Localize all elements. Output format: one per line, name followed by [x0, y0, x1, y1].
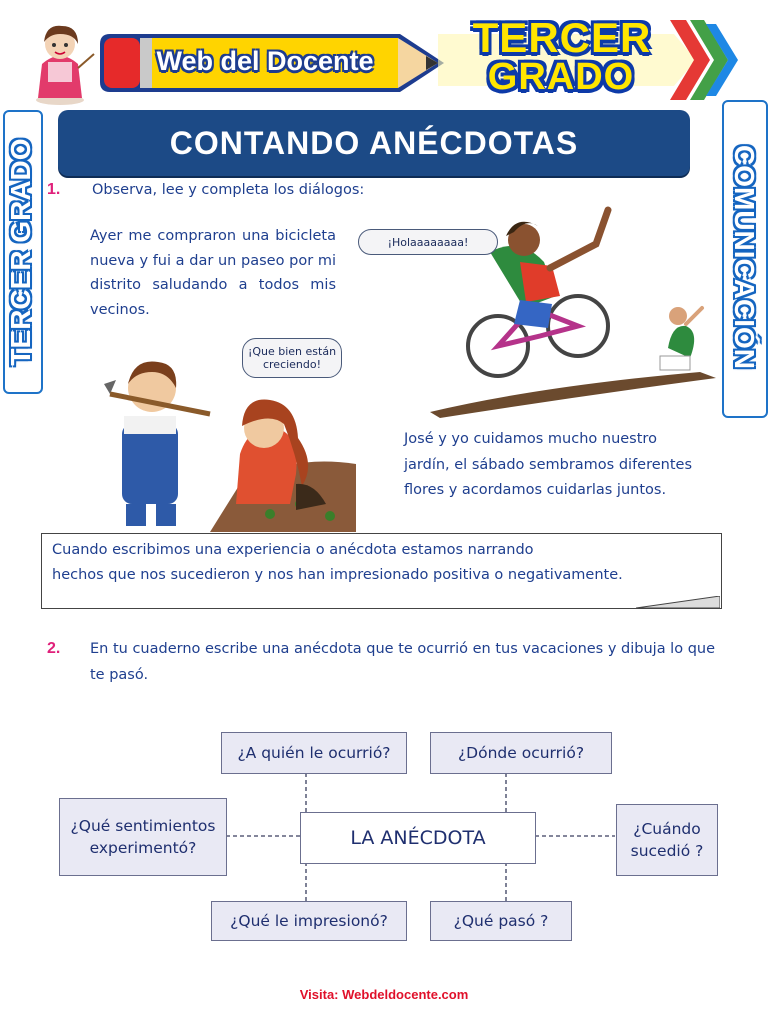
node-when: ¿Cuándo sucedió ?	[616, 804, 718, 876]
question-2-number: 2.	[47, 640, 61, 657]
grade-title-line2: GRADO	[487, 56, 635, 98]
question-1-number: 1.	[47, 181, 61, 198]
side-label-subject: COMUNICACIÓN	[729, 145, 760, 369]
node-feelings: ¿Qué sentimientos experimentó?	[59, 798, 227, 876]
footer-website: Visita: Webdeldocente.com	[299, 987, 469, 1002]
node-what: ¿Qué pasó ?	[430, 901, 572, 941]
page-title-banner	[58, 110, 690, 176]
question-1-instruction: Observa, lee y completa los diálogos:	[92, 182, 365, 198]
node-center-anecdote: LA ANÉCDOTA	[300, 812, 536, 864]
kids-gardening-illustration	[100, 354, 360, 534]
speech-bubble-hello: ¡Holaaaaaaaa!	[358, 229, 498, 255]
node-who: ¿A quién le ocurrió?	[221, 732, 407, 774]
grade-title-line1: TERCER	[472, 14, 652, 61]
node-where: ¿Dónde ocurrió?	[430, 732, 612, 774]
summary-line-2: hechos que nos sucedieron y nos han impresionado positiva o negativamente.	[52, 567, 623, 583]
summary-line-1: Cuando escribimos una experiencia o anécdota estamos narrando	[52, 542, 534, 558]
question-2-instruction: En tu cuaderno escribe una anécdota que te ocurrió en tus vacaciones y dibuja lo que te pasó.	[90, 641, 716, 683]
page-title: CONTANDO ANÉCDOTAS	[169, 124, 579, 161]
teacher-illustration	[28, 18, 98, 106]
side-label-grade: TERCER GRADO	[5, 138, 36, 366]
story-garden: José y yo cuidamos mucho nuestro jardín, el sábado sembramos diferentes flores y acordamos cuidarlas juntos.	[404, 431, 693, 498]
story-bicycle: Ayer me compraron una bicicleta nueva y fui a dar un paseo por mi distrito saludando a todos mis vecinos.	[90, 228, 336, 318]
speech-bubble-growing: ¡Que bien están creciendo!	[242, 338, 342, 378]
brand-name: Web del Docente	[156, 45, 374, 76]
summary-text	[52, 538, 712, 588]
page-curl-decoration	[636, 596, 720, 608]
node-impressed: ¿Qué le impresionó?	[211, 901, 407, 941]
